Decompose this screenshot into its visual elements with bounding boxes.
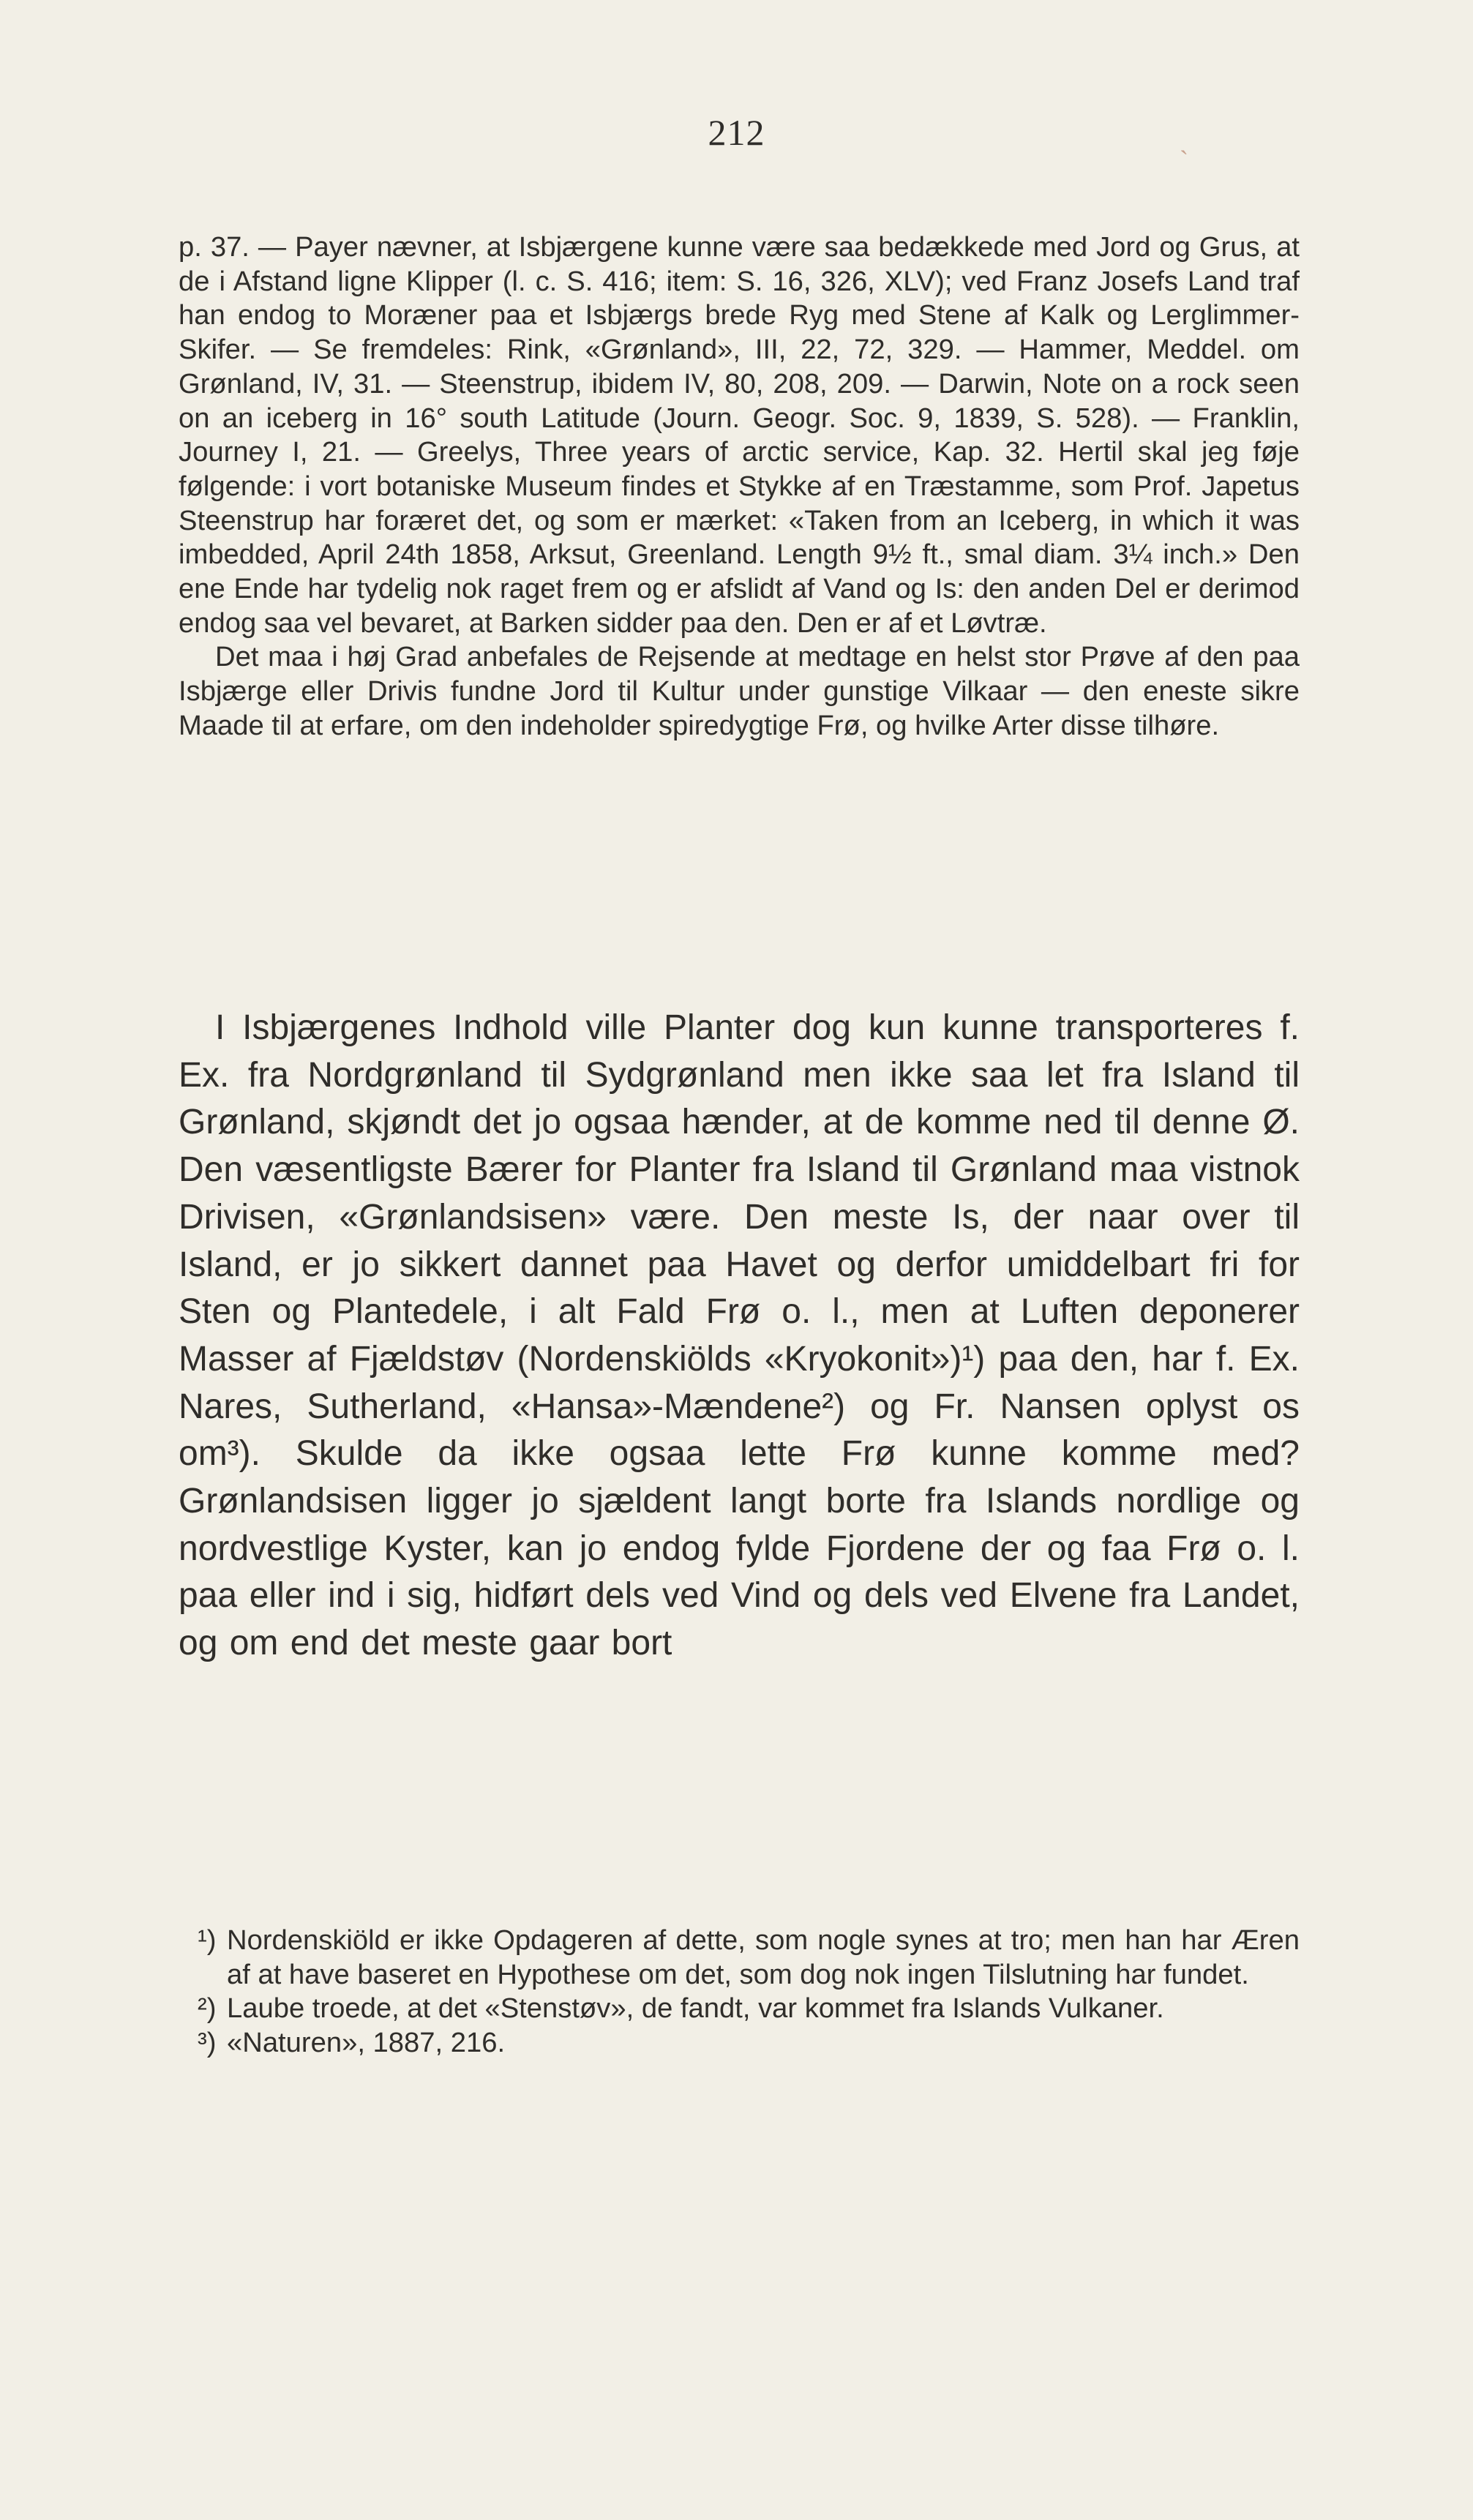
continued-footnote-block [179, 230, 1300, 743]
footnote-text: «Naturen», 1887, 216. [227, 2027, 506, 2059]
footnote [198, 2026, 1300, 2060]
page-number: 212 [708, 112, 765, 153]
footnote-marker: ¹) [198, 1924, 217, 1956]
footnote [198, 1924, 1300, 1992]
footnote-text: Nordenskiöld er ikke Opdageren af dette, som nogle synes at tro; men han har Æren af at have baseret en Hypothese om det, som dog nok ingen Tilslutning har fundet. [227, 1924, 1300, 1990]
margin-mark: ˏ [1180, 125, 1188, 154]
footnote-text: Laube troede, at det «Stenstøv», de fandt, var kommet fra Islands Vulkaner. [227, 1992, 1164, 2025]
footnotes [198, 1924, 1300, 2060]
main-text [179, 1005, 1300, 1668]
footnote [198, 1992, 1300, 2026]
continued-paragraph: Det maa i høj Grad anbefales de Rejsende at medtage en helst stor Prøve af den paa Isbjærge eller Drivis fundne Jord til Kultur under gunstige Vilkaar — den eneste sikre Maade til at erfare, om den indeholder spiredygtige Frø, og hvilke Arter disse tilhøre. [179, 641, 1300, 741]
footnote-marker: ³) [198, 2027, 217, 2059]
footnote-marker: ²) [198, 1992, 217, 2025]
main-paragraph: I Isbjærgenes Indhold ville Planter dog kun kunne transporteres f. Ex. fra Nordgrønland til Sydgrønland men ikke saa let fra Island til Grønland, skjøndt det jo ogsaa hænder, at de komme ned til denne Ø. Den væsentligste Bærer for Planter fra Island til Grønland maa vistnok Drivisen, «Grønlandsisen» være. Den meste Is, der naar over til Island, er jo sikkert dannet paa Havet og derfor umiddelbart fri for Sten og Plantedele, i alt Fald Frø o. l., men at Luften deponerer Masser af Fjældstøv (Nordenskiölds «Kryokonit»)¹) paa den, har f. Ex. Nares, Sutherland, «Hansa»-Mændene²) og Fr. Nansen oplyst os om³). Skulde da ikke ogsaa lette Frø kunne komme med? Grønlandsisen ligger jo sjældent langt borte fra Islands nordlige og nordvestlige Kyster, kan jo endog fylde Fjordene der og faa Frø o. l. paa eller ind i sig, hidført dels ved Vind og dels ved Elvene fra Landet, og om end det meste gaar bort [179, 1008, 1300, 1663]
continued-paragraph: p. 37. — Payer nævner, at Isbjærgene kunne være saa bedækkede med Jord og Grus, at de i Afstand ligne Klipper (l. c. S. 416; item: S. 16, 326, XLV); ved Franz Josefs Land traf han endog to Moræner paa et Isbjærgs brede Ryg med Stene af Kalk og Lerglimmer-Skifer. — Se fremdeles: Rink, «Grønland», III, 22, 72, 329. — Hammer, Meddel. om Grønland, IV, 31. — Steenstrup, ibidem IV, 80, 208, 209. — Darwin, Note on a rock seen on an iceberg in 16° south Latitude (Journ. Geogr. Soc. 9, 1839, S. 528). — Franklin, Journey I, 21. — Greelys, Three years of arctic service, Kap. 32. Hertil skal jeg føje følgende: i vort botaniske Museum findes et Stykke af en Træstamme, som Prof. Japetus Steenstrup har foræret det, og som er mærket: «Taken from an Iceberg, in which it was imbedded, April 24th 1858, Arksut, Greenland. Length 9½ ft., smal diam. 3¼ inch.» Den ene Ende har tydelig nok raget frem og er afslidt af Vand og Is: den anden Del er derimod endog saa vel bevaret, at Barken sidder paa den. Den er af et Løvtræ. [179, 231, 1300, 639]
